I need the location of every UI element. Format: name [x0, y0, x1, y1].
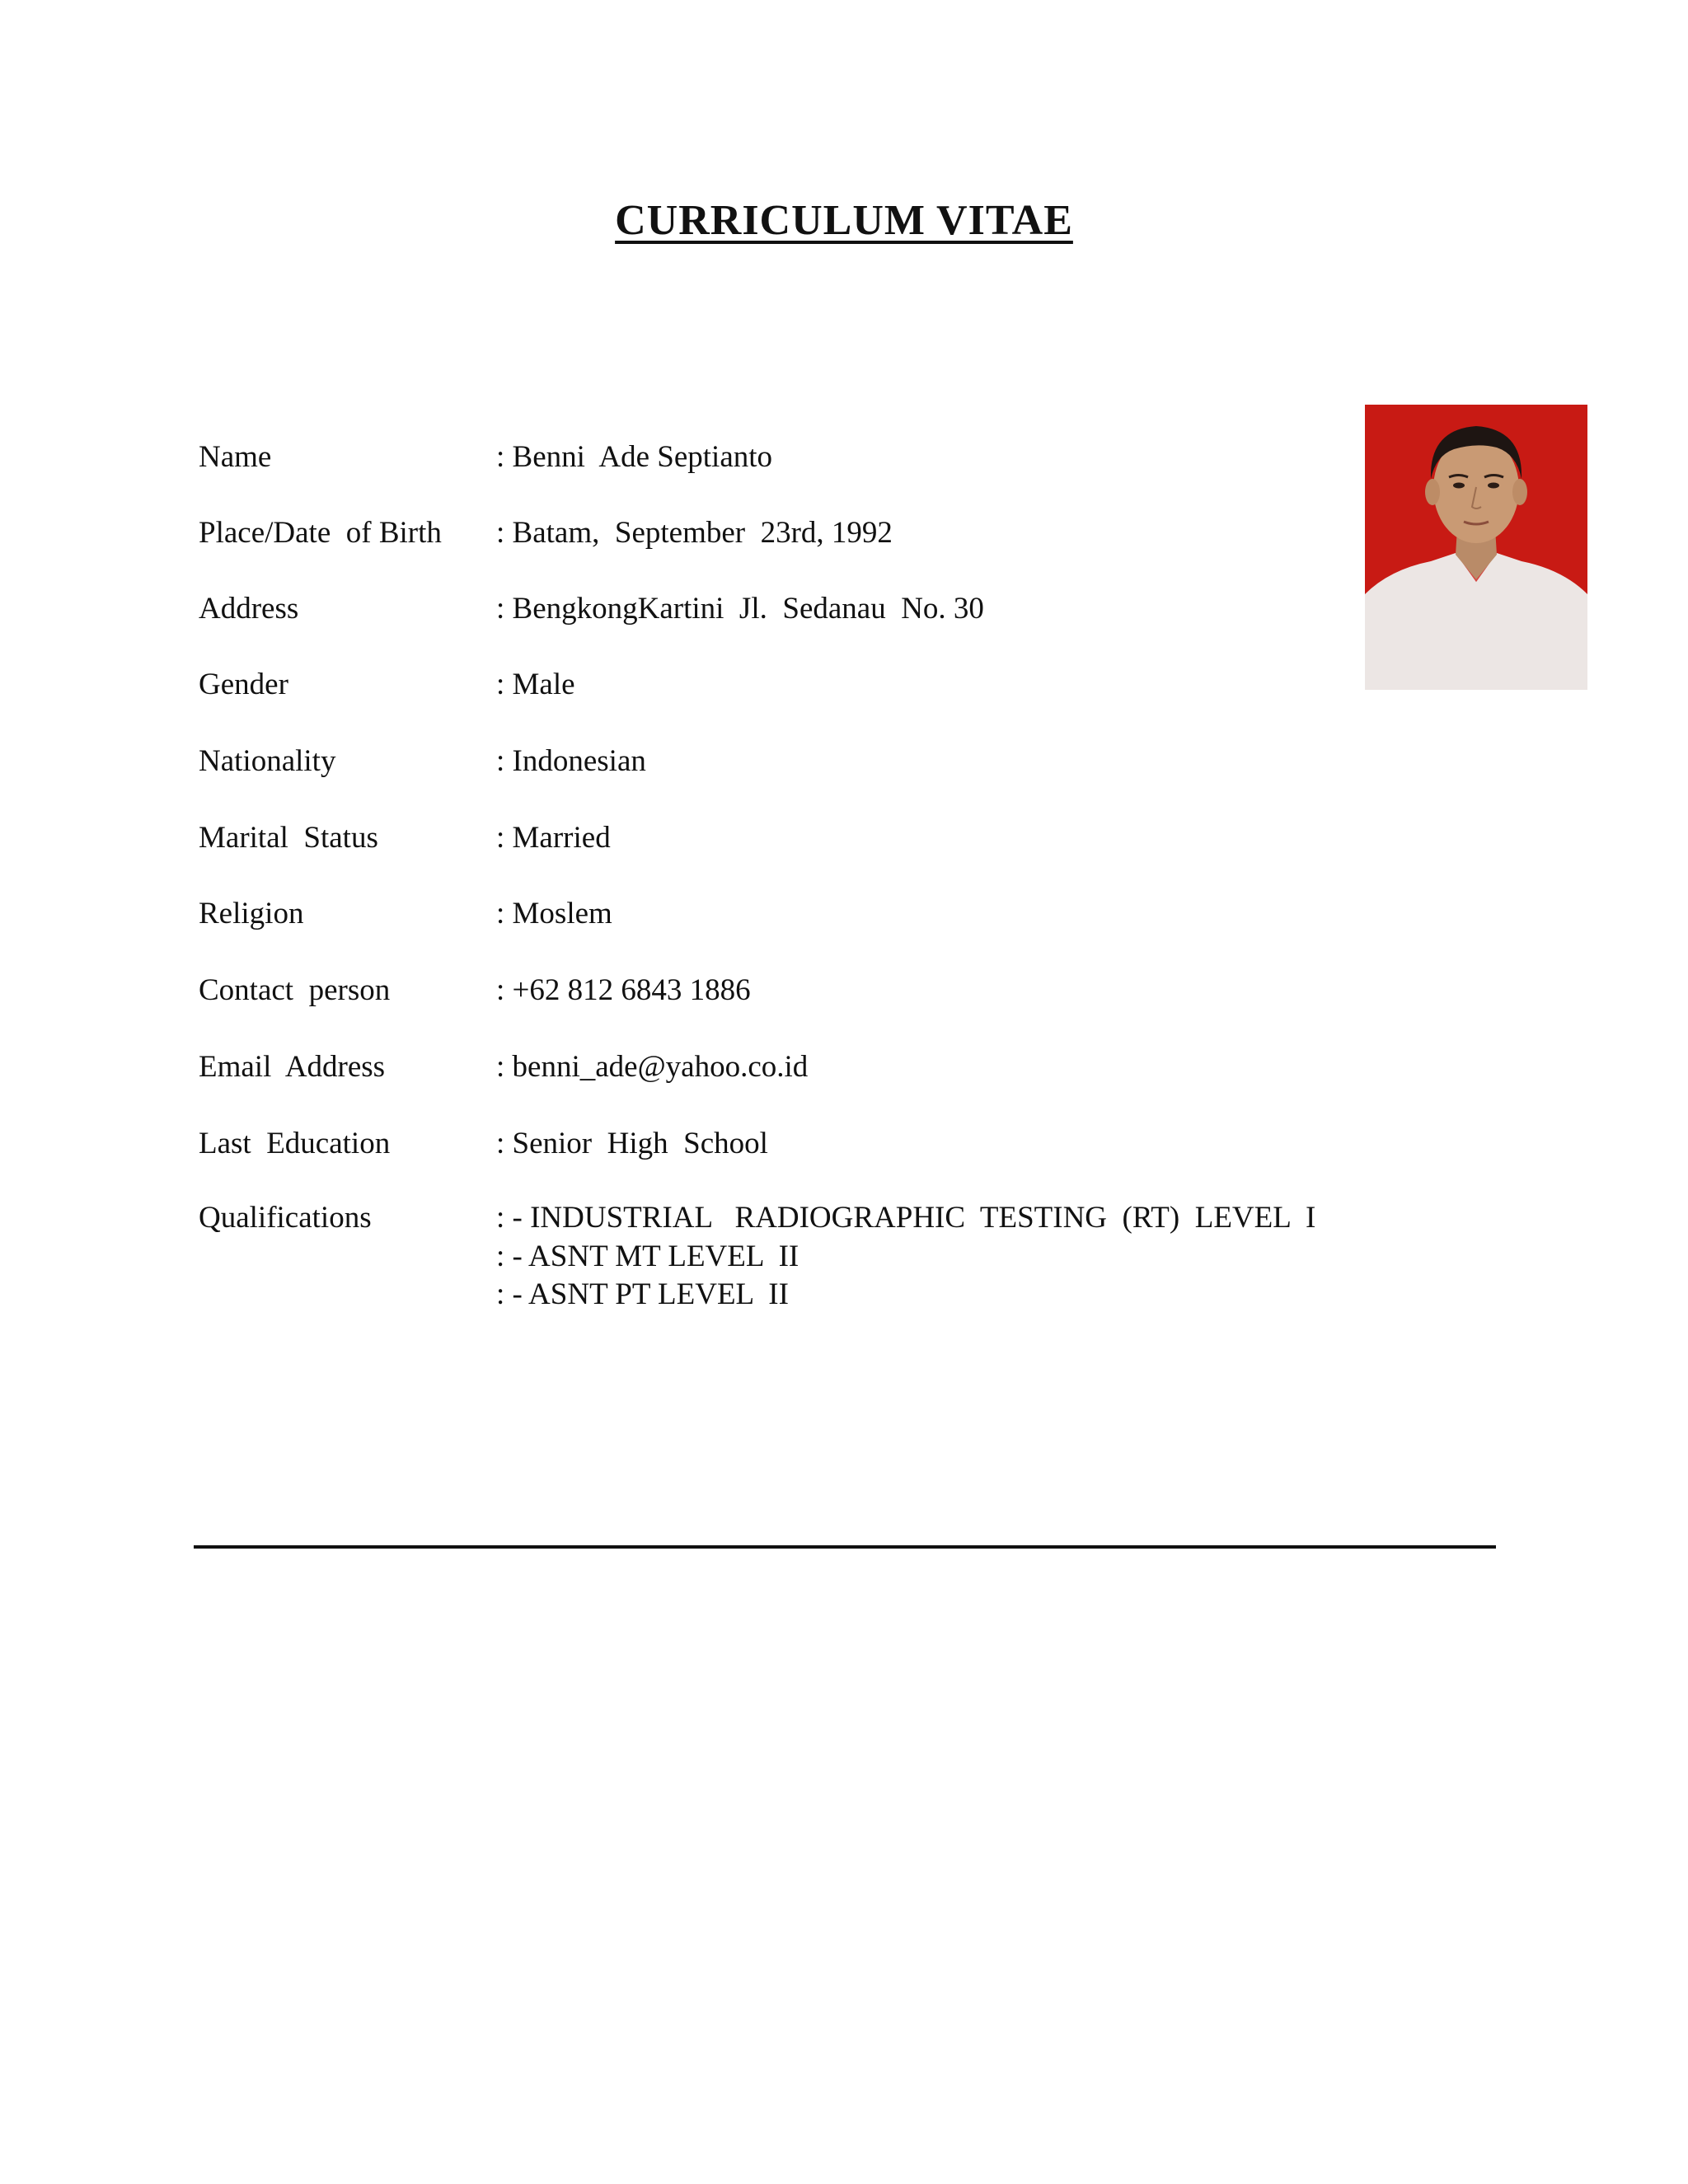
- field-value: : BengkongKartini Jl. Sedanau No. 30: [496, 592, 984, 626]
- field-value: : Moslem: [496, 897, 612, 930]
- field-value: : Indonesian: [496, 744, 646, 778]
- qualification-line: : - ASNT PT LEVEL II: [496, 1277, 789, 1311]
- horizontal-divider: [194, 1545, 1496, 1549]
- field-label: Place/Date of Birth: [199, 516, 442, 550]
- field-label: Contact person: [199, 973, 391, 1007]
- field-label: Nationality: [199, 744, 336, 778]
- portrait-photo: [1365, 405, 1587, 690]
- person-icon: [1365, 405, 1587, 690]
- page-title: CURRICULUM VITAE: [615, 197, 1073, 244]
- field-value: : benni_ade@yahoo.co.id: [496, 1050, 809, 1084]
- field-value: : Male: [496, 668, 575, 701]
- field-value: : Batam, September 23rd, 1992: [496, 516, 893, 550]
- field-label: Email Address: [199, 1050, 386, 1084]
- field-label: Religion: [199, 897, 304, 930]
- qualification-line: : - ASNT MT LEVEL II: [496, 1240, 799, 1273]
- field-label: Marital Status: [199, 821, 378, 855]
- field-label: Name: [199, 440, 272, 474]
- field-value: : Married: [496, 821, 611, 855]
- field-value: : Senior High School: [496, 1127, 768, 1160]
- field-value: : Benni Ade Septianto: [496, 440, 773, 474]
- field-label: Gender: [199, 668, 288, 701]
- field-value: : +62 812 6843 1886: [496, 973, 751, 1007]
- field-label: Address: [199, 592, 299, 626]
- field-value: : - INDUSTRIAL RADIOGRAPHIC TESTING (RT) LEVEL I: [496, 1201, 1316, 1235]
- field-label: Last Education: [199, 1127, 391, 1160]
- field-label: Qualifications: [199, 1201, 372, 1235]
